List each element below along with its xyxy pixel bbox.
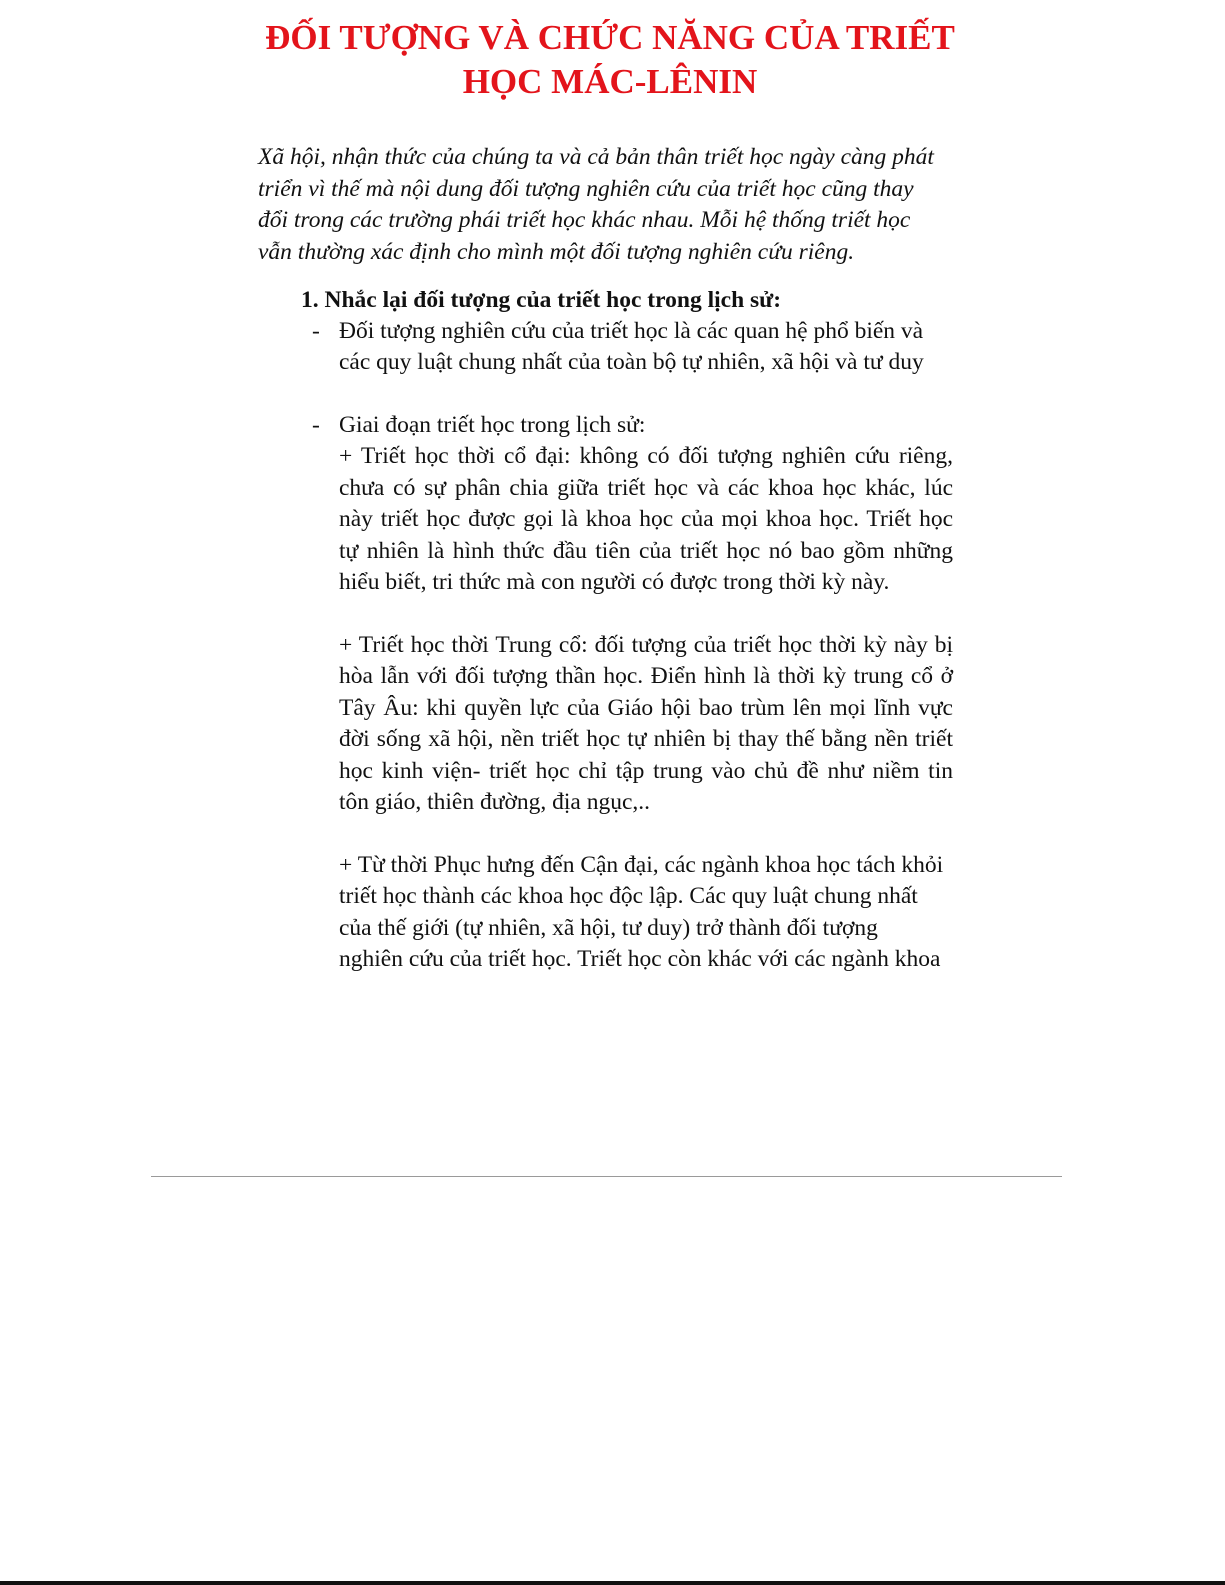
medieval-para-line: học kinh viện- triết học chỉ tập trung vào chủ đề như niềm tin [339,758,953,784]
bullet-text-line: các quy luật chung nhất của toàn bộ tự nhiên, xã hội và tư duy [339,349,924,375]
renaissance-para-line: triết học thành các khoa học độc lập. Các quy luật chung nhất [339,883,918,909]
intro-line: Xã hội, nhận thức của chúng ta và cả bản thân triết học ngày càng phát [258,144,934,170]
title-line-1: ĐỐI TƯỢNG VÀ CHỨC NĂNG CỦA TRIẾT [265,18,955,57]
intro-paragraph [258,142,958,268]
ancient-para-line: chưa có sự phân chia giữa triết học và các khoa học khác, lúc [339,475,953,501]
ancient-para-line: hiểu biết, tri thức mà con người có được trong thời kỳ này. [339,569,890,595]
title-line-2: HỌC MÁC-LÊNIN [462,62,758,101]
medieval-para-line: + Triết học thời Trung cổ: đối tượng của triết học thời kỳ này bị [339,632,953,658]
page-bottom-edge [0,1581,1225,1585]
medieval-para-line: tôn giáo, thiên đường, địa ngục,.. [339,789,651,815]
page-title [200,16,1020,104]
ancient-para-line: + Triết học thời cổ đại: không có đối tượng nghiên cứu riêng, [339,443,953,469]
medieval-para-line: Tây Âu: khi quyền lực của Giáo hội bao trùm lên mọi lĩnh vực [339,695,953,721]
renaissance-para-line: của thế giới (tự nhiên, xã hội, tư duy) trở thành đối tượng [339,915,878,941]
section-heading: 1. Nhắc lại đối tượng của triết học trong lịch sử: [301,287,782,313]
ancient-para-line: này triết học được gọi là khoa học của mọi khoa học. Triết học [339,506,953,532]
ancient-para-line: tự nhiên là hình thức đầu tiên của triết học nó bao gồm những [339,538,953,564]
bullet-text-line: Giai đoạn triết học trong lịch sử: [339,412,646,438]
medieval-para-line: đời sống xã hội, nền triết học tự nhiên bị thay thế bằng nền triết [339,726,953,752]
footer-divider [151,1176,1062,1177]
intro-line: đổi trong các trường phái triết học khác nhau. Mỗi hệ thống triết học [258,207,911,233]
bullet-text-line: Đối tượng nghiên cứu của triết học là các quan hệ phổ biến và [339,318,924,344]
intro-line: triển vì thế mà nội dung đối tượng nghiên cứu của triết học cũng thay [258,175,914,202]
bullet-marker: - [312,318,320,344]
intro-line: vẫn thường xác định cho mình một đối tượng nghiên cứu riêng. [258,238,855,265]
medieval-para-line: hòa lẫn với đối tượng thần học. Điển hình là thời kỳ trung cổ ở [339,663,953,689]
bullet-marker: - [312,412,320,438]
renaissance-para-line: nghiên cứu của triết học. Triết học còn khác với các ngành khoa [339,946,941,972]
renaissance-para-line: + Từ thời Phục hưng đến Cận đại, các ngành khoa học tách khỏi [339,852,944,878]
